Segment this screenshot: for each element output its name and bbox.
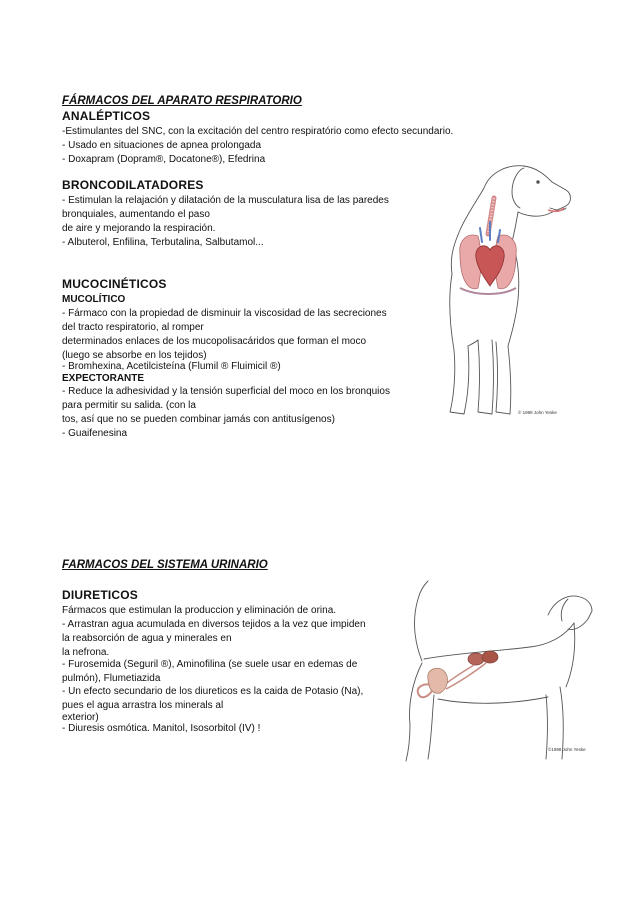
diureticos-line: - Un efecto secundario de los diureticos es la caida de Potasio (Na),: [62, 686, 364, 697]
urinary-title: FARMACOS DEL SISTEMA URINARIO: [62, 559, 268, 571]
broncodilatadores-line: de aire y mejorando la respiración.: [62, 223, 216, 234]
mucolitico-line: - Bromhexina, Acetilcisteína (Flumil ® Fluimicil ®): [62, 361, 281, 372]
analepticos-line: - Doxapram (Dopram®, Docatone®), Efedrina: [62, 154, 266, 165]
diureticos-line: - Arrastran agua acumulada en diversos tejidos a la vez que impiden: [62, 619, 366, 630]
analepticos-line: -Estimulantes del SNC, con la excitación del centro respiratório como efecto secundario.: [62, 126, 454, 137]
dog-respiratory-illustration: [420, 150, 592, 422]
broncodilatadores-line: bronquiales, aumentando el paso: [62, 209, 210, 220]
diureticos-line: - Diuresis osmótica. Manitol, Isosorbitol (IV) !: [62, 723, 261, 734]
broncodilatadores-line: - Albuterol, Enfilina, Terbutalina, Salbutamol...: [62, 237, 264, 248]
mucolitico-line: - Fármaco con la propiedad de disminuir la viscosidad de las secreciones: [62, 308, 387, 319]
mucolitico-line: determinados enlaces de los mucopolisacáridos que forman el moco: [62, 336, 367, 347]
broncodilatadores-heading: BRONCODILATADORES: [62, 178, 204, 192]
respiratory-credit: © 1998 John Yeske: [518, 410, 557, 415]
analepticos-heading: ANALÉPTICOS: [62, 109, 151, 123]
respiratory-title: FÁRMACOS DEL APARATO RESPIRATORIO: [62, 95, 302, 107]
broncodilatadores-line: - Estimulan la relajación y dilatación de la musculatura lisa de las paredes: [62, 195, 389, 206]
diureticos-line: la nefrona.: [62, 647, 110, 658]
mucocineticos-heading: MUCOCINÉTICOS: [62, 277, 167, 291]
dog-urinary-illustration: [398, 575, 598, 765]
expectorante-line: para permitir su salida. (con la: [62, 400, 196, 411]
diureticos-line: pulmón), Flumetiazida: [62, 673, 161, 684]
diureticos-line: Fármacos que estimulan la produccion y eliminación de orina.: [62, 605, 337, 616]
diureticos-line: pues el agua arrastra los minerals al: [62, 700, 224, 711]
mucolitico-line: del tracto respiratorio, al romper: [62, 322, 204, 333]
expectorante-line: tos, así que no se pueden combinar jamás con antitusígenos): [62, 414, 335, 425]
expectorante-heading: EXPECTORANTE: [62, 373, 145, 384]
urinary-credit: ©1998 John Yeske: [548, 747, 586, 752]
diureticos-line: la reabsorción de agua y minerales en: [62, 633, 232, 644]
diureticos-line: - Furosemida (Seguril ®), Aminofilina (se suele usar en edemas de: [62, 659, 358, 670]
diureticos-heading: DIURETICOS: [62, 588, 139, 602]
expectorante-line: - Reduce la adhesividad y la tensión superficial del moco en los bronquios: [62, 386, 390, 397]
mucolitico-line: (luego se absorbe en los tejidos): [62, 350, 207, 361]
diureticos-line: exterior): [62, 712, 99, 723]
expectorante-line: - Guaifenesina: [62, 428, 128, 439]
analepticos-line: - Usado en situaciones de apnea prolongada: [62, 140, 262, 151]
mucolitico-heading: MUCOLÍTICO: [62, 294, 126, 305]
